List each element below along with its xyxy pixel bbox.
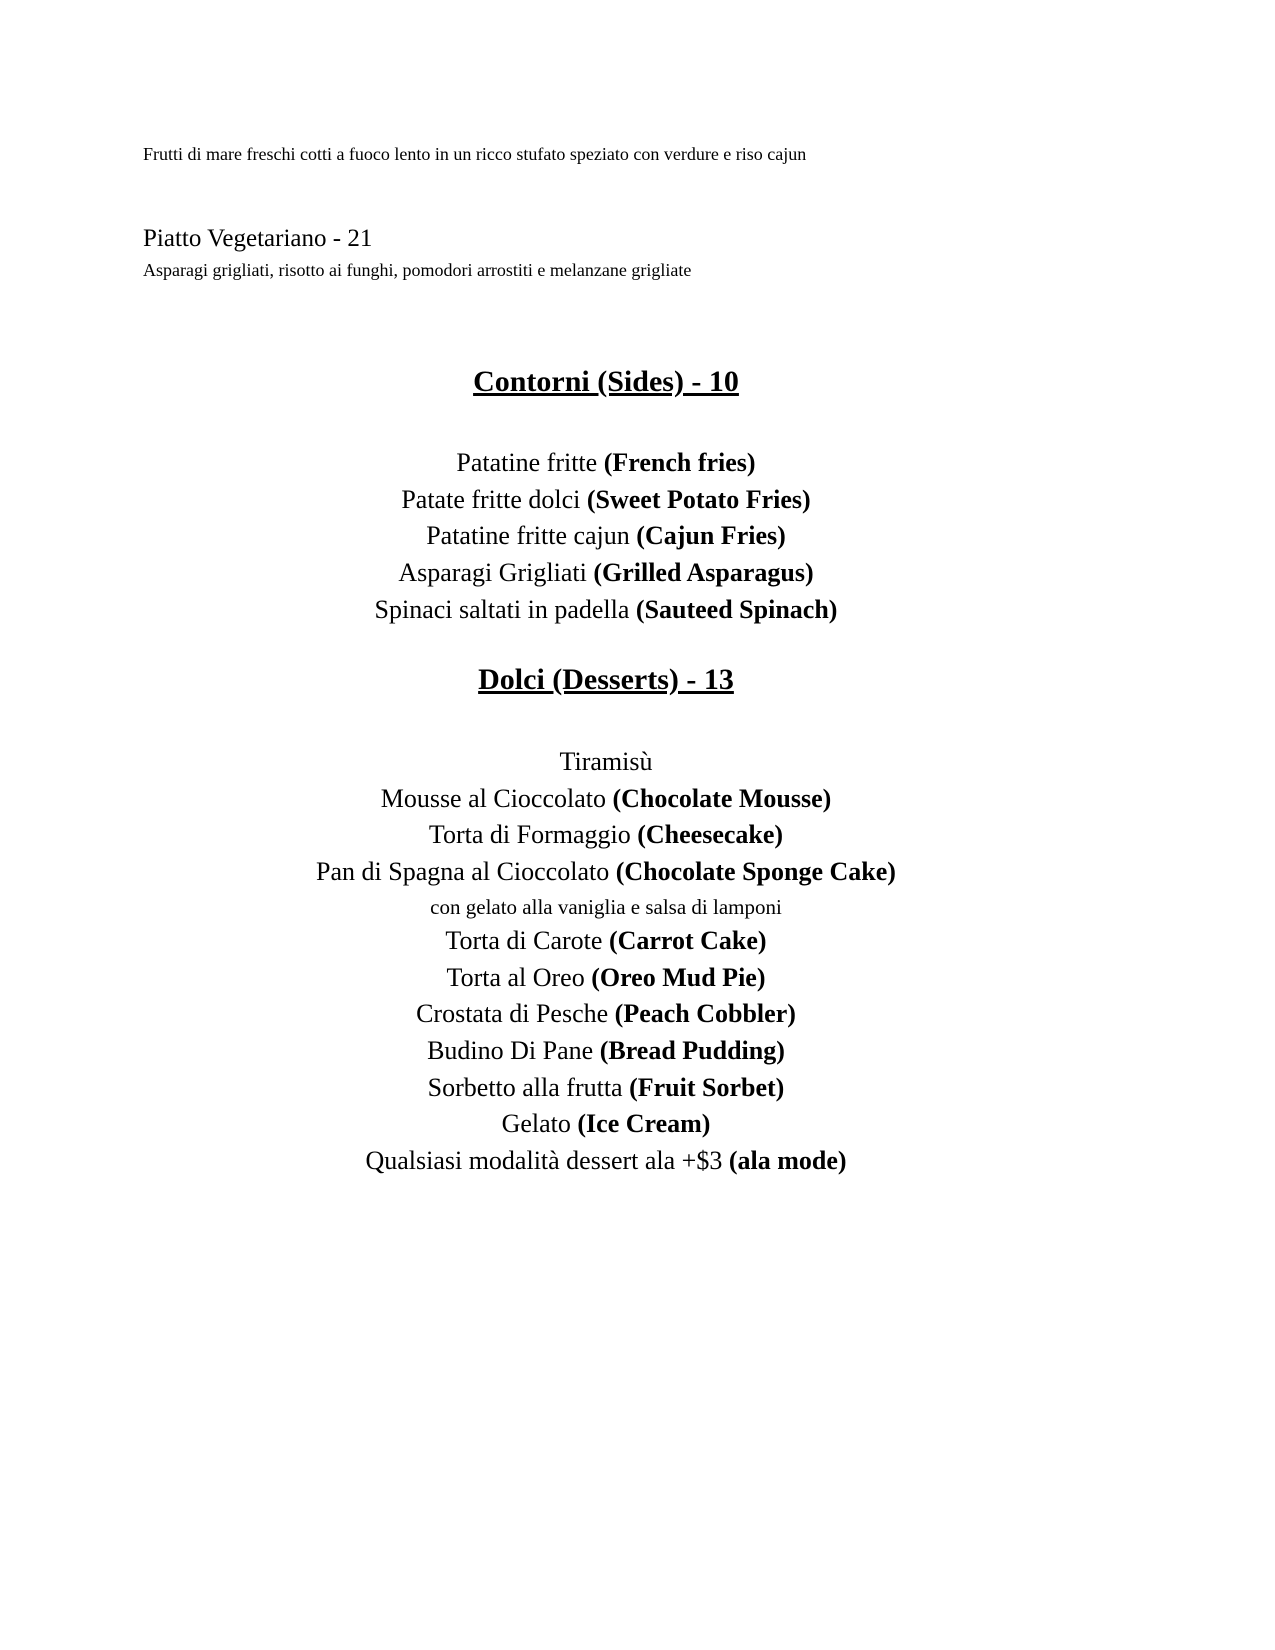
item-english: (ala mode) [728, 1146, 847, 1176]
item-italian: Mousse al Cioccolato [380, 783, 613, 813]
item-italian: Patatine fritte cajun [426, 521, 637, 551]
item-english: (Peach Cobbler) [614, 999, 796, 1029]
desserts-list [0, 744, 1212, 1180]
list-item [0, 518, 1212, 555]
item-english: (Cheesecake) [637, 820, 784, 850]
item-english: (Chocolate Sponge Cake) [615, 857, 896, 887]
seafood-description: Frutti di mare freschi cotti a fuoco lento in un ricco stufato speziato con verdure e riso cajun [143, 144, 807, 164]
list-item [0, 1033, 1212, 1070]
list-item [0, 923, 1212, 960]
item-italian: Budino Di Pane [427, 1035, 600, 1065]
vegetarian-dish-description: Asparagi grigliati, risotto ai funghi, pomodori arrostiti e melanzane grigliate [143, 260, 692, 280]
item-english: (Sauteed Spinach) [635, 594, 838, 624]
item-italian: Spinaci saltati in padella [374, 594, 636, 624]
item-english: (Carrot Cake) [608, 925, 767, 955]
item-english: (Oreo Mud Pie) [591, 962, 766, 992]
item-english: (Chocolate Mousse) [612, 783, 832, 813]
list-item [0, 744, 1212, 781]
list-item [0, 1143, 1212, 1180]
item-english: (Grilled Asparagus) [593, 558, 814, 588]
item-italian: Pan di Spagna al Cioccolato [316, 857, 616, 887]
item-italian: Crostata di Pesche [416, 999, 615, 1029]
list-item [0, 960, 1212, 997]
list-item [0, 817, 1212, 854]
list-item [0, 1070, 1212, 1107]
item-english: (Cajun Fries) [636, 521, 786, 551]
desserts-heading: Dolci (Desserts) - 13 [478, 663, 734, 696]
item-italian: Asparagi Grigliati [398, 558, 594, 588]
item-english: (Fruit Sorbet) [629, 1072, 785, 1102]
vegetarian-dish-title: Piatto Vegetariano - 21 [143, 225, 373, 252]
item-italian: Gelato [501, 1109, 578, 1139]
list-item [0, 996, 1212, 1033]
item-english: (Sweet Potato Fries) [586, 484, 811, 514]
item-italian: Patate fritte dolci [401, 484, 587, 514]
list-item [0, 592, 1212, 629]
item-italian: Tiramisù [559, 747, 653, 776]
item-italian: Torta di Formaggio [428, 820, 638, 850]
sides-heading: Contorni (Sides) - 10 [473, 365, 739, 398]
item-italian: Torta di Carote [445, 925, 609, 955]
item-italian: Torta al Oreo [446, 962, 592, 992]
item-note: con gelato alla vaniglia e salsa di lamponi [430, 894, 782, 919]
list-item [0, 854, 1212, 891]
item-english: (Ice Cream) [577, 1109, 711, 1139]
list-item [0, 445, 1212, 482]
item-italian: Qualsiasi modalità dessert ala +$3 [365, 1146, 729, 1176]
item-italian: Patatine fritte [456, 448, 604, 477]
item-english: (French fries) [603, 448, 756, 477]
list-item-note [0, 891, 1212, 923]
list-item [0, 781, 1212, 818]
item-italian: Sorbetto alla frutta [427, 1072, 630, 1102]
list-item [0, 1106, 1212, 1143]
list-item [0, 555, 1212, 592]
sides-list [0, 445, 1212, 629]
list-item [0, 482, 1212, 519]
item-english: (Bread Pudding) [599, 1035, 785, 1065]
